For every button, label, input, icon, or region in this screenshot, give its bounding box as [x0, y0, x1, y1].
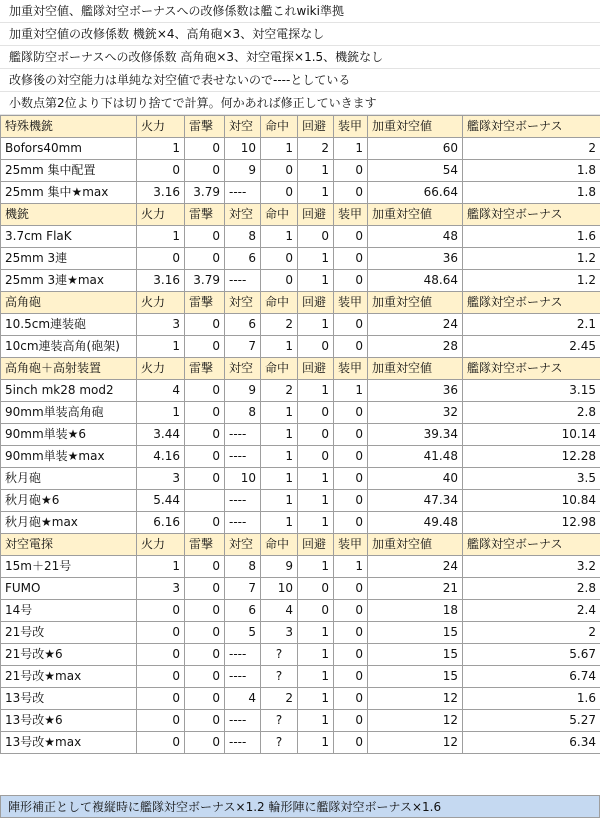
value-cell[interactable]: 0 — [298, 226, 334, 248]
value-cell[interactable]: ? — [261, 644, 298, 666]
note-row[interactable]: 加重対空値の改修係数 機銃×4、高角砲×3、対空電探なし — [0, 23, 600, 46]
value-cell[interactable]: 0 — [185, 556, 225, 578]
section-header-row — [1, 116, 600, 138]
table-row — [1, 380, 600, 402]
equipment-name-cell[interactable]: 90mm単装★max — [1, 446, 137, 468]
notes-block — [0, 0, 600, 115]
section-title-cell[interactable]: 高角砲 — [1, 292, 137, 314]
value-cell[interactable]: 0 — [334, 182, 368, 204]
column-header-cell[interactable]: 火力 — [137, 358, 185, 380]
section-title-cell[interactable]: 高角砲＋高射装置 — [1, 358, 137, 380]
value-cell[interactable]: 0 — [334, 490, 368, 512]
value-cell[interactable]: 2 — [261, 380, 298, 402]
table-row — [1, 688, 600, 710]
column-header-cell[interactable]: 装甲 — [334, 358, 368, 380]
value-cell[interactable]: 1 — [334, 138, 368, 160]
value-cell[interactable]: 1.8 — [463, 182, 600, 204]
value-cell[interactable]: 0 — [137, 732, 185, 754]
column-header-cell[interactable]: 加重対空値 — [368, 358, 463, 380]
value-cell[interactable]: 0 — [334, 600, 368, 622]
value-cell[interactable]: 2 — [298, 138, 334, 160]
column-header-cell[interactable]: 対空 — [225, 204, 261, 226]
value-cell[interactable]: 0 — [334, 226, 368, 248]
value-cell[interactable]: 2.45 — [463, 336, 600, 358]
equipment-name-cell[interactable]: 5inch mk28 mod2 — [1, 380, 137, 402]
value-cell[interactable]: 1 — [298, 182, 334, 204]
equipment-name-cell[interactable]: 21号改★6 — [1, 644, 137, 666]
value-cell[interactable]: 3.79 — [185, 270, 225, 292]
equipment-name-cell[interactable]: 14号 — [1, 600, 137, 622]
value-cell[interactable]: 10.84 — [463, 490, 600, 512]
equipment-name-cell[interactable]: 25mm 集中★max — [1, 182, 137, 204]
value-cell[interactable]: 1 — [298, 270, 334, 292]
column-header-cell[interactable]: 命中 — [261, 534, 298, 556]
value-cell[interactable]: 10 — [261, 578, 298, 600]
value-cell[interactable]: 6.34 — [463, 732, 600, 754]
value-cell[interactable]: 49.48 — [368, 512, 463, 534]
table-row — [1, 732, 600, 754]
value-cell[interactable]: 21 — [368, 578, 463, 600]
section-header-row — [1, 358, 600, 380]
column-header-cell[interactable]: 火力 — [137, 534, 185, 556]
formation-note[interactable]: 陣形補正として複縦時に艦隊対空ボーナス×1.2 輪形陣に艦隊対空ボーナス×1.6 — [0, 795, 600, 818]
value-cell[interactable]: 2 — [463, 138, 600, 160]
value-cell[interactable]: 0 — [298, 336, 334, 358]
value-cell[interactable]: ---- — [225, 512, 261, 534]
value-cell[interactable]: 0 — [137, 688, 185, 710]
value-cell[interactable]: 1 — [298, 380, 334, 402]
column-header-cell[interactable]: 艦隊対空ボーナス — [463, 534, 600, 556]
table-row — [1, 424, 600, 446]
section-header-row — [1, 534, 600, 556]
table-row — [1, 512, 600, 534]
note-row[interactable]: 改修後の対空能力は単純な対空値で表せないので----としている — [0, 69, 600, 92]
value-cell[interactable]: 0 — [185, 644, 225, 666]
table-row — [1, 490, 600, 512]
value-cell[interactable]: 3 — [137, 468, 185, 490]
note-row[interactable]: 艦隊防空ボーナスへの改修係数 高角砲×3、対空電探×1.5、機銃なし — [0, 46, 600, 69]
table-row — [1, 600, 600, 622]
table-row — [1, 160, 600, 182]
value-cell[interactable]: 2 — [261, 314, 298, 336]
value-cell[interactable]: 6.74 — [463, 666, 600, 688]
value-cell[interactable]: 0 — [185, 424, 225, 446]
value-cell[interactable]: 0 — [334, 248, 368, 270]
note-row[interactable]: 小数点第2位より下は切り捨てで計算。何かあれば修正していきます — [0, 92, 600, 115]
value-cell[interactable]: 15 — [368, 644, 463, 666]
equipment-name-cell[interactable]: 10.5cm連装砲 — [1, 314, 137, 336]
value-cell[interactable]: 1 — [334, 380, 368, 402]
value-cell[interactable]: 5 — [225, 622, 261, 644]
equipment-name-cell[interactable]: 25mm 3連★max — [1, 270, 137, 292]
value-cell[interactable]: 0 — [334, 402, 368, 424]
value-cell[interactable]: 4 — [137, 380, 185, 402]
value-cell[interactable]: 2.1 — [463, 314, 600, 336]
value-cell[interactable]: 18 — [368, 600, 463, 622]
section-title-cell[interactable]: 対空電探 — [1, 534, 137, 556]
value-cell[interactable]: 2 — [261, 688, 298, 710]
equipment-name-cell[interactable]: 90mm単装★6 — [1, 424, 137, 446]
value-cell[interactable]: 12 — [368, 710, 463, 732]
value-cell[interactable]: ? — [261, 732, 298, 754]
section-title-cell[interactable]: 機銃 — [1, 204, 137, 226]
value-cell[interactable]: ---- — [225, 270, 261, 292]
value-cell[interactable]: 28 — [368, 336, 463, 358]
value-cell[interactable]: 0 — [334, 578, 368, 600]
table-row — [1, 138, 600, 160]
value-cell[interactable]: 0 — [185, 688, 225, 710]
value-cell[interactable]: 0 — [298, 446, 334, 468]
section-header-row — [1, 204, 600, 226]
value-cell[interactable]: 1 — [261, 490, 298, 512]
value-cell[interactable]: 10.14 — [463, 424, 600, 446]
value-cell[interactable]: 0 — [137, 160, 185, 182]
value-cell[interactable]: 1 — [298, 666, 334, 688]
value-cell[interactable]: 1 — [261, 402, 298, 424]
value-cell[interactable]: 0 — [334, 688, 368, 710]
value-cell[interactable]: 3.16 — [137, 270, 185, 292]
value-cell[interactable]: 0 — [137, 622, 185, 644]
value-cell[interactable]: 1 — [298, 556, 334, 578]
value-cell[interactable]: ---- — [225, 732, 261, 754]
value-cell[interactable]: 24 — [368, 556, 463, 578]
equipment-name-cell[interactable]: Bofors40mm — [1, 138, 137, 160]
note-row[interactable]: 加重対空値、艦隊対空ボーナスへの改修係数は艦これwiki準拠 — [0, 0, 600, 23]
value-cell[interactable]: 0 — [261, 182, 298, 204]
equipment-name-cell[interactable]: 13号改★max — [1, 732, 137, 754]
value-cell[interactable]: 0 — [334, 336, 368, 358]
value-cell[interactable]: ---- — [225, 446, 261, 468]
value-cell[interactable]: 0 — [334, 644, 368, 666]
value-cell[interactable]: 2.8 — [463, 578, 600, 600]
value-cell[interactable]: 1.6 — [463, 226, 600, 248]
value-cell[interactable]: 0 — [334, 666, 368, 688]
value-cell[interactable]: 0 — [185, 336, 225, 358]
equipment-name-cell[interactable]: 25mm 3連 — [1, 248, 137, 270]
table-row — [1, 666, 600, 688]
value-cell[interactable]: 41.48 — [368, 446, 463, 468]
table-row — [1, 182, 600, 204]
equipment-name-cell[interactable]: 21号改 — [1, 622, 137, 644]
value-cell[interactable]: 5.44 — [137, 490, 185, 512]
column-header-cell[interactable]: 装甲 — [334, 292, 368, 314]
value-cell[interactable]: 47.34 — [368, 490, 463, 512]
value-cell[interactable]: ---- — [225, 182, 261, 204]
value-cell[interactable]: 0 — [334, 270, 368, 292]
equipment-name-cell[interactable]: 秋月砲★max — [1, 512, 137, 534]
column-header-cell[interactable]: 火力 — [137, 204, 185, 226]
column-header-cell[interactable]: 装甲 — [334, 116, 368, 138]
equipment-name-cell[interactable]: 秋月砲★6 — [1, 490, 137, 512]
column-header-cell[interactable]: 装甲 — [334, 534, 368, 556]
value-cell[interactable]: 0 — [334, 512, 368, 534]
value-cell[interactable]: 36 — [368, 380, 463, 402]
value-cell[interactable]: 0 — [334, 314, 368, 336]
value-cell[interactable]: 0 — [137, 600, 185, 622]
value-cell[interactable]: 54 — [368, 160, 463, 182]
value-cell[interactable]: ? — [261, 710, 298, 732]
value-cell[interactable]: ---- — [225, 490, 261, 512]
table-row — [1, 710, 600, 732]
value-cell[interactable]: 1 — [261, 424, 298, 446]
value-cell[interactable]: 1 — [137, 138, 185, 160]
value-cell[interactable]: 1 — [298, 644, 334, 666]
table-row — [1, 314, 600, 336]
value-cell[interactable] — [185, 490, 225, 512]
column-header-cell[interactable]: 火力 — [137, 116, 185, 138]
column-header-cell[interactable]: 雷撃 — [185, 292, 225, 314]
value-cell[interactable]: 0 — [261, 160, 298, 182]
value-cell[interactable]: 1 — [137, 556, 185, 578]
column-header-cell[interactable]: 艦隊対空ボーナス — [463, 116, 600, 138]
column-header-cell[interactable]: 対空 — [225, 534, 261, 556]
table-row — [1, 402, 600, 424]
value-cell[interactable]: ? — [261, 666, 298, 688]
value-cell[interactable]: 0 — [334, 468, 368, 490]
column-header-cell[interactable]: 火力 — [137, 292, 185, 314]
value-cell[interactable]: 1 — [261, 138, 298, 160]
value-cell[interactable]: 3.16 — [137, 182, 185, 204]
value-cell[interactable]: ---- — [225, 710, 261, 732]
value-cell[interactable]: 15 — [368, 622, 463, 644]
value-cell[interactable]: 6.16 — [137, 512, 185, 534]
column-header-cell[interactable]: 回避 — [298, 358, 334, 380]
value-cell[interactable]: 1 — [261, 336, 298, 358]
value-cell[interactable]: 0 — [185, 710, 225, 732]
value-cell[interactable]: 7 — [225, 578, 261, 600]
equipment-name-cell[interactable]: 90mm単装高角砲 — [1, 402, 137, 424]
value-cell[interactable]: 0 — [185, 446, 225, 468]
column-header-cell[interactable]: 回避 — [298, 534, 334, 556]
value-cell[interactable]: 3.79 — [185, 182, 225, 204]
column-header-cell[interactable]: 命中 — [261, 292, 298, 314]
table-row — [1, 270, 600, 292]
value-cell[interactable]: 0 — [334, 710, 368, 732]
value-cell[interactable]: 24 — [368, 314, 463, 336]
value-cell[interactable]: 1 — [298, 160, 334, 182]
table-row — [1, 644, 600, 666]
column-header-cell[interactable]: 命中 — [261, 204, 298, 226]
value-cell[interactable]: ---- — [225, 644, 261, 666]
value-cell[interactable]: 5.67 — [463, 644, 600, 666]
value-cell[interactable]: 0 — [261, 248, 298, 270]
value-cell[interactable]: 1.6 — [463, 688, 600, 710]
value-cell[interactable]: 0 — [185, 732, 225, 754]
value-cell[interactable]: 0 — [334, 424, 368, 446]
value-cell[interactable]: 1 — [298, 468, 334, 490]
value-cell[interactable]: 1 — [298, 490, 334, 512]
value-cell[interactable]: 1 — [261, 468, 298, 490]
value-cell[interactable]: 0 — [334, 732, 368, 754]
value-cell[interactable]: 5.27 — [463, 710, 600, 732]
value-cell[interactable]: 2.8 — [463, 402, 600, 424]
value-cell[interactable]: 1 — [298, 512, 334, 534]
value-cell[interactable]: 10 — [225, 468, 261, 490]
value-cell[interactable]: 1 — [298, 314, 334, 336]
column-header-cell[interactable]: 雷撃 — [185, 204, 225, 226]
value-cell[interactable]: 12 — [368, 688, 463, 710]
column-header-cell[interactable]: 回避 — [298, 292, 334, 314]
column-header-cell[interactable]: 加重対空値 — [368, 534, 463, 556]
value-cell[interactable]: 1 — [298, 688, 334, 710]
value-cell[interactable]: 0 — [185, 512, 225, 534]
value-cell[interactable]: 2 — [463, 622, 600, 644]
value-cell[interactable]: 0 — [298, 578, 334, 600]
value-cell[interactable]: 0 — [137, 248, 185, 270]
value-cell[interactable]: 0 — [137, 710, 185, 732]
value-cell[interactable]: 1 — [298, 622, 334, 644]
value-cell[interactable]: 8 — [225, 402, 261, 424]
value-cell[interactable]: 39.34 — [368, 424, 463, 446]
value-cell[interactable]: 6 — [225, 314, 261, 336]
value-cell[interactable]: 4 — [225, 688, 261, 710]
value-cell[interactable]: ---- — [225, 424, 261, 446]
value-cell[interactable]: 9 — [225, 160, 261, 182]
equipment-name-cell[interactable]: 25mm 集中配置 — [1, 160, 137, 182]
value-cell[interactable]: 10 — [225, 138, 261, 160]
value-cell[interactable]: 48.64 — [368, 270, 463, 292]
column-header-cell[interactable]: 艦隊対空ボーナス — [463, 204, 600, 226]
value-cell[interactable]: 0 — [185, 666, 225, 688]
value-cell[interactable]: 2.4 — [463, 600, 600, 622]
value-cell[interactable]: 3.2 — [463, 556, 600, 578]
column-header-cell[interactable]: 装甲 — [334, 204, 368, 226]
value-cell[interactable]: 0 — [137, 666, 185, 688]
value-cell[interactable]: 9 — [261, 556, 298, 578]
value-cell[interactable]: 1 — [298, 710, 334, 732]
value-cell[interactable]: 60 — [368, 138, 463, 160]
value-cell[interactable]: 1 — [298, 732, 334, 754]
value-cell[interactable]: 0 — [334, 446, 368, 468]
table-row — [1, 468, 600, 490]
equipment-name-cell[interactable]: 3.7cm FlaK — [1, 226, 137, 248]
value-cell[interactable]: 0 — [298, 600, 334, 622]
column-header-cell[interactable]: 艦隊対空ボーナス — [463, 292, 600, 314]
value-cell[interactable]: 32 — [368, 402, 463, 424]
value-cell[interactable]: 0 — [261, 270, 298, 292]
value-cell[interactable]: 15 — [368, 666, 463, 688]
column-header-cell[interactable]: 回避 — [298, 116, 334, 138]
table-row — [1, 622, 600, 644]
value-cell[interactable]: 48 — [368, 226, 463, 248]
value-cell[interactable]: 0 — [185, 402, 225, 424]
section-header-row — [1, 292, 600, 314]
value-cell[interactable]: 66.64 — [368, 182, 463, 204]
value-cell[interactable]: 7 — [225, 336, 261, 358]
value-cell[interactable]: 3 — [261, 622, 298, 644]
value-cell[interactable]: 0 — [185, 248, 225, 270]
value-cell[interactable]: 8 — [225, 556, 261, 578]
table-row — [1, 226, 600, 248]
column-header-cell[interactable]: 加重対空値 — [368, 116, 463, 138]
column-header-cell[interactable]: 命中 — [261, 358, 298, 380]
value-cell[interactable]: 0 — [185, 468, 225, 490]
table-row — [1, 248, 600, 270]
value-cell[interactable]: 0 — [334, 160, 368, 182]
value-cell[interactable]: 0 — [185, 160, 225, 182]
value-cell[interactable]: 6 — [225, 248, 261, 270]
column-header-cell[interactable]: 命中 — [261, 116, 298, 138]
column-header-cell[interactable]: 雷撃 — [185, 116, 225, 138]
column-header-cell[interactable]: 艦隊対空ボーナス — [463, 358, 600, 380]
value-cell[interactable]: 1 — [137, 336, 185, 358]
value-cell[interactable]: 1.2 — [463, 248, 600, 270]
value-cell[interactable]: 3.15 — [463, 380, 600, 402]
equipment-name-cell[interactable]: 15m＋21号 — [1, 556, 137, 578]
value-cell[interactable]: 0 — [185, 226, 225, 248]
value-cell[interactable]: 12.98 — [463, 512, 600, 534]
column-header-cell[interactable]: 対空 — [225, 116, 261, 138]
value-cell[interactable]: 0 — [185, 600, 225, 622]
section-title-cell[interactable]: 特殊機銃 — [1, 116, 137, 138]
column-header-cell[interactable]: 雷撃 — [185, 358, 225, 380]
value-cell[interactable]: 0 — [185, 578, 225, 600]
value-cell[interactable]: 1 — [137, 226, 185, 248]
value-cell[interactable]: 9 — [225, 380, 261, 402]
column-header-cell[interactable]: 対空 — [225, 292, 261, 314]
value-cell[interactable]: ---- — [225, 666, 261, 688]
value-cell[interactable]: 36 — [368, 248, 463, 270]
column-header-cell[interactable]: 雷撃 — [185, 534, 225, 556]
column-header-cell[interactable]: 加重対空値 — [368, 204, 463, 226]
value-cell[interactable]: 40 — [368, 468, 463, 490]
value-cell[interactable]: 0 — [185, 138, 225, 160]
value-cell[interactable]: 0 — [185, 314, 225, 336]
table-row — [1, 446, 600, 468]
value-cell[interactable]: 6 — [225, 600, 261, 622]
value-cell[interactable]: 0 — [298, 402, 334, 424]
value-cell[interactable]: 3.5 — [463, 468, 600, 490]
value-cell[interactable]: 0 — [185, 380, 225, 402]
equipment-name-cell[interactable]: FUMO — [1, 578, 137, 600]
value-cell[interactable]: 1 — [137, 402, 185, 424]
table-row — [1, 556, 600, 578]
value-cell[interactable]: 4.16 — [137, 446, 185, 468]
table-row — [1, 336, 600, 358]
equipment-name-cell[interactable]: 21号改★max — [1, 666, 137, 688]
value-cell[interactable]: 3.44 — [137, 424, 185, 446]
value-cell[interactable]: 1.2 — [463, 270, 600, 292]
equipment-table — [0, 115, 600, 754]
value-cell[interactable]: 0 — [185, 622, 225, 644]
column-header-cell[interactable]: 加重対空値 — [368, 292, 463, 314]
value-cell[interactable]: 0 — [298, 424, 334, 446]
equipment-name-cell[interactable]: 10cm連装高角(砲架) — [1, 336, 137, 358]
value-cell[interactable]: 3 — [137, 578, 185, 600]
equipment-name-cell[interactable]: 13号改 — [1, 688, 137, 710]
value-cell[interactable]: 12.28 — [463, 446, 600, 468]
equipment-name-cell[interactable]: 秋月砲 — [1, 468, 137, 490]
column-header-cell[interactable]: 対空 — [225, 358, 261, 380]
table-row — [1, 578, 600, 600]
value-cell[interactable]: 4 — [261, 600, 298, 622]
value-cell[interactable]: 1 — [334, 556, 368, 578]
value-cell[interactable]: 12 — [368, 732, 463, 754]
value-cell[interactable]: 8 — [225, 226, 261, 248]
value-cell[interactable]: 3 — [137, 314, 185, 336]
equipment-name-cell[interactable]: 13号改★6 — [1, 710, 137, 732]
value-cell[interactable]: 0 — [137, 644, 185, 666]
value-cell[interactable]: 1 — [261, 446, 298, 468]
value-cell[interactable]: 1 — [261, 512, 298, 534]
value-cell[interactable]: 1 — [298, 248, 334, 270]
value-cell[interactable]: 0 — [334, 622, 368, 644]
value-cell[interactable]: 1.8 — [463, 160, 600, 182]
column-header-cell[interactable]: 回避 — [298, 204, 334, 226]
value-cell[interactable]: 1 — [261, 226, 298, 248]
